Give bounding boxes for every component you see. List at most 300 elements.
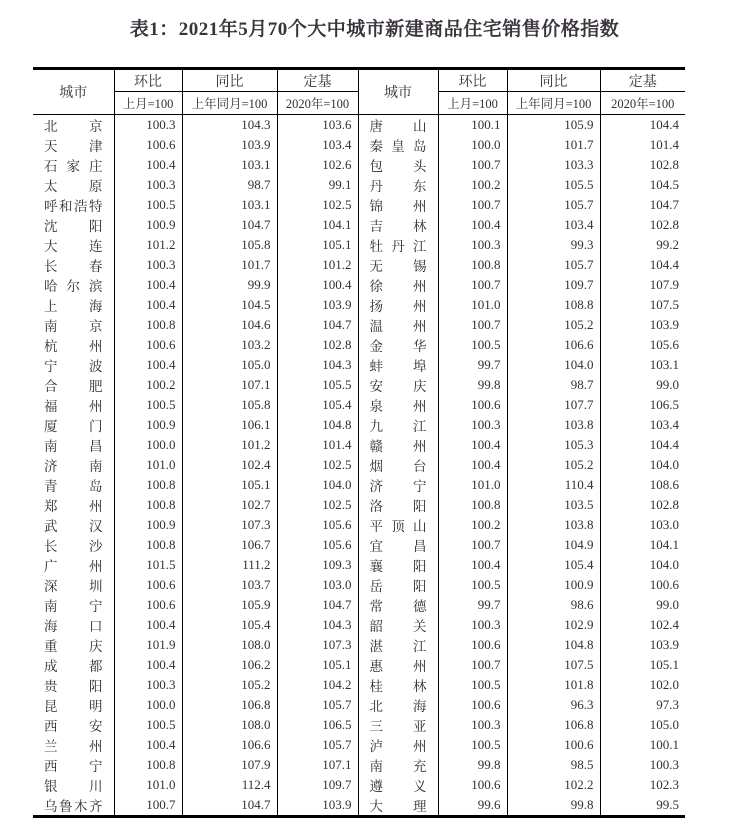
base-index-value: 104.8 <box>277 415 358 435</box>
base-index-value: 105.0 <box>649 717 679 732</box>
mom-index-value: 100.9 <box>114 215 182 235</box>
table-row <box>33 375 685 395</box>
table-row <box>33 315 685 335</box>
mom-index-value: 100.4 <box>438 215 507 235</box>
mom-index-value: 100.5 <box>114 195 182 215</box>
base-index-value: 103.9 <box>649 637 679 652</box>
mom-index-value: 100.5 <box>114 715 182 735</box>
yoy-index-value: 105.5 <box>507 175 600 195</box>
base-index-value: 103.0 <box>277 575 358 595</box>
base-index-value: 104.5 <box>649 177 679 192</box>
mom-index-value: 100.6 <box>114 135 182 155</box>
table-row <box>33 155 685 175</box>
mom-index-value: 100.4 <box>438 555 507 575</box>
subheader-yoy-right: 上年同月=100 <box>507 92 600 115</box>
base-index-value: 100.4 <box>277 275 358 295</box>
base-index-value: 104.2 <box>277 675 358 695</box>
yoy-index-value: 103.2 <box>182 335 277 355</box>
mom-index-value: 100.9 <box>114 515 182 535</box>
yoy-index-value: 105.8 <box>182 235 277 255</box>
mom-index-value: 100.4 <box>114 155 182 175</box>
table-row <box>33 735 685 755</box>
yoy-index-value: 106.1 <box>182 415 277 435</box>
city-name: 西 宁 <box>33 755 114 775</box>
yoy-index-value: 102.7 <box>182 495 277 515</box>
mom-index-value: 101.5 <box>114 555 182 575</box>
mom-index-value: 100.4 <box>438 435 507 455</box>
table-row <box>33 695 685 715</box>
yoy-index-value: 105.2 <box>507 455 600 475</box>
subheader-base-right: 2020年=100 <box>600 92 685 115</box>
mom-index-value: 100.0 <box>438 135 507 155</box>
base-index-value: 102.8 <box>649 157 679 172</box>
yoy-index-value: 96.3 <box>507 695 600 715</box>
base-index-value: 103.9 <box>277 295 358 315</box>
yoy-index-value: 107.9 <box>182 755 277 775</box>
city-name: 银 川 <box>33 775 114 795</box>
table-row <box>33 335 685 355</box>
yoy-index-value: 106.7 <box>182 535 277 555</box>
yoy-index-value: 100.9 <box>507 575 600 595</box>
city-name: 温 州 <box>358 315 438 335</box>
mom-index-value: 100.6 <box>114 595 182 615</box>
base-index-value: 104.7 <box>277 595 358 615</box>
table-row <box>33 395 685 415</box>
city-name: 丹 东 <box>358 175 438 195</box>
table-row <box>33 595 685 615</box>
mom-index-value: 100.8 <box>438 495 507 515</box>
base-index-value: 105.6 <box>277 535 358 555</box>
yoy-index-value: 105.8 <box>182 395 277 415</box>
yoy-index-value: 102.2 <box>507 775 600 795</box>
city-name: 贵 阳 <box>33 675 114 695</box>
subheader-yoy-left: 上年同月=100 <box>182 92 277 115</box>
city-name: 南 京 <box>33 315 114 335</box>
table-row <box>33 615 685 635</box>
city-name: 武 汉 <box>33 515 114 535</box>
mom-index-value: 100.8 <box>114 475 182 495</box>
yoy-index-value: 104.6 <box>182 315 277 335</box>
table-row <box>33 635 685 655</box>
yoy-index-value: 99.9 <box>182 275 277 295</box>
yoy-index-value: 112.4 <box>182 775 277 795</box>
yoy-index-value: 105.9 <box>507 115 600 136</box>
table-row <box>33 775 685 795</box>
base-index-value: 99.1 <box>277 175 358 195</box>
city-name: 襄 阳 <box>358 555 438 575</box>
base-index-value: 102.0 <box>649 677 679 692</box>
header-mom-left: 环比 <box>114 69 182 92</box>
mom-index-value: 99.8 <box>438 375 507 395</box>
city-name: 宁 波 <box>33 355 114 375</box>
header-base-right: 定基 <box>600 69 685 92</box>
city-name: 天 津 <box>33 135 114 155</box>
yoy-index-value: 99.8 <box>507 795 600 817</box>
yoy-index-value: 107.5 <box>507 655 600 675</box>
city-name: 昆 明 <box>33 695 114 715</box>
city-name: 乌 鲁 木 齐 <box>33 795 114 817</box>
yoy-index-value: 105.2 <box>182 675 277 695</box>
subheader-base-left: 2020年=100 <box>277 92 358 115</box>
mom-index-value: 100.6 <box>438 635 507 655</box>
mom-index-value: 100.8 <box>114 535 182 555</box>
base-index-value: 104.0 <box>277 475 358 495</box>
base-index-value: 105.7 <box>277 695 358 715</box>
mom-index-value: 100.8 <box>114 315 182 335</box>
yoy-index-value: 102.9 <box>507 615 600 635</box>
mom-index-value: 100.7 <box>438 535 507 555</box>
mom-index-value: 100.6 <box>114 575 182 595</box>
mom-index-value: 100.7 <box>438 315 507 335</box>
base-index-value: 102.5 <box>277 195 358 215</box>
yoy-index-value: 99.3 <box>507 235 600 255</box>
yoy-index-value: 104.5 <box>182 295 277 315</box>
mom-index-value: 100.3 <box>114 675 182 695</box>
base-index-value: 107.9 <box>649 277 679 292</box>
base-index-value: 103.4 <box>277 135 358 155</box>
base-index-value: 106.5 <box>649 397 679 412</box>
table-row <box>33 475 685 495</box>
city-name: 秦 皇 岛 <box>358 135 438 155</box>
base-index-value: 100.1 <box>649 737 679 752</box>
header-city-left: 城市 <box>33 69 114 115</box>
mom-index-value: 100.3 <box>114 175 182 195</box>
mom-index-value: 101.9 <box>114 635 182 655</box>
base-index-value: 97.3 <box>656 697 679 712</box>
mom-index-value: 100.6 <box>438 395 507 415</box>
table-row <box>33 455 685 475</box>
table-row <box>33 535 685 555</box>
city-name: 合 肥 <box>33 375 114 395</box>
yoy-index-value: 104.8 <box>507 635 600 655</box>
table-row <box>33 175 685 195</box>
table-header <box>33 69 685 115</box>
yoy-index-value: 108.8 <box>507 295 600 315</box>
city-name: 杭 州 <box>33 335 114 355</box>
base-index-value: 102.8 <box>649 217 679 232</box>
base-index-value: 104.0 <box>649 557 679 572</box>
table-row <box>33 715 685 735</box>
city-name: 牡 丹 江 <box>358 235 438 255</box>
yoy-index-value: 98.7 <box>182 175 277 195</box>
subheader-mom-left: 上月=100 <box>114 92 182 115</box>
city-name: 吉 林 <box>358 215 438 235</box>
base-index-value: 107.1 <box>277 755 358 775</box>
city-name: 湛 江 <box>358 635 438 655</box>
base-index-value: 105.5 <box>277 375 358 395</box>
mom-index-value: 100.4 <box>114 355 182 375</box>
city-name: 扬 州 <box>358 295 438 315</box>
mom-index-value: 100.9 <box>114 415 182 435</box>
yoy-index-value: 109.7 <box>507 275 600 295</box>
base-index-value: 104.7 <box>649 197 679 212</box>
mom-index-value: 100.7 <box>438 275 507 295</box>
yoy-index-value: 105.7 <box>507 255 600 275</box>
city-name: 青 岛 <box>33 475 114 495</box>
mom-index-value: 100.3 <box>438 715 507 735</box>
city-name: 韶 关 <box>358 615 438 635</box>
table-title: 表1：2021年5月70个大中城市新建商品住宅销售价格指数 <box>129 19 620 40</box>
city-name: 大 连 <box>33 235 114 255</box>
mom-index-value: 101.0 <box>114 775 182 795</box>
header-city-right: 城市 <box>358 69 438 115</box>
base-index-value: 104.1 <box>649 537 679 552</box>
table-body <box>33 115 685 817</box>
city-name: 常 德 <box>358 595 438 615</box>
yoy-index-value: 104.3 <box>182 115 277 136</box>
city-name: 宜 昌 <box>358 535 438 555</box>
base-index-value: 103.1 <box>649 357 679 372</box>
city-name: 广 州 <box>33 555 114 575</box>
table-row <box>33 295 685 315</box>
city-name: 锦 州 <box>358 195 438 215</box>
city-name: 泉 州 <box>358 395 438 415</box>
mom-index-value: 101.0 <box>438 475 507 495</box>
city-name: 重 庆 <box>33 635 114 655</box>
base-index-value: 99.2 <box>656 237 679 252</box>
mom-index-value: 100.2 <box>438 175 507 195</box>
yoy-index-value: 106.8 <box>182 695 277 715</box>
subheader-mom-right: 上月=100 <box>438 92 507 115</box>
base-index-value: 101.2 <box>277 255 358 275</box>
yoy-index-value: 101.8 <box>507 675 600 695</box>
city-name: 安 庆 <box>358 375 438 395</box>
city-name: 郑 州 <box>33 495 114 515</box>
yoy-index-value: 104.0 <box>507 355 600 375</box>
city-name: 呼 和 浩 特 <box>33 195 114 215</box>
yoy-index-value: 104.7 <box>182 215 277 235</box>
city-name: 上 海 <box>33 295 114 315</box>
page <box>0 16 749 814</box>
mom-index-value: 99.6 <box>438 795 507 817</box>
table-row <box>33 435 685 455</box>
city-name: 长 春 <box>33 255 114 275</box>
mom-index-value: 100.2 <box>438 515 507 535</box>
base-index-value: 105.7 <box>277 735 358 755</box>
mom-index-value: 100.1 <box>438 115 507 136</box>
city-name: 遵 义 <box>358 775 438 795</box>
table-row <box>33 255 685 275</box>
yoy-index-value: 98.6 <box>507 595 600 615</box>
city-name: 西 安 <box>33 715 114 735</box>
base-index-value: 104.4 <box>649 117 679 132</box>
city-name: 福 州 <box>33 395 114 415</box>
yoy-index-value: 105.7 <box>507 195 600 215</box>
mom-index-value: 100.0 <box>114 435 182 455</box>
yoy-index-value: 106.2 <box>182 655 277 675</box>
mom-index-value: 100.3 <box>438 415 507 435</box>
base-index-value: 103.4 <box>649 417 679 432</box>
city-name: 包 头 <box>358 155 438 175</box>
city-name: 唐 山 <box>358 115 438 136</box>
city-name: 深 圳 <box>33 575 114 595</box>
base-index-value: 104.4 <box>649 257 679 272</box>
table-row <box>33 235 685 255</box>
mom-index-value: 101.2 <box>114 235 182 255</box>
mom-index-value: 100.7 <box>114 795 182 817</box>
yoy-index-value: 107.3 <box>182 515 277 535</box>
yoy-index-value: 105.4 <box>182 615 277 635</box>
city-name: 成 都 <box>33 655 114 675</box>
table-row <box>33 415 685 435</box>
city-name: 南 充 <box>358 755 438 775</box>
mom-index-value: 100.6 <box>438 775 507 795</box>
city-name: 南 昌 <box>33 435 114 455</box>
yoy-index-value: 106.6 <box>507 335 600 355</box>
yoy-index-value: 105.0 <box>182 355 277 375</box>
city-name: 桂 林 <box>358 675 438 695</box>
base-index-value: 109.3 <box>277 555 358 575</box>
city-name: 平 顶 山 <box>358 515 438 535</box>
city-name: 厦 门 <box>33 415 114 435</box>
base-index-value: 104.0 <box>649 457 679 472</box>
city-name: 蚌 埠 <box>358 355 438 375</box>
base-index-value: 105.6 <box>277 515 358 535</box>
table-row <box>33 215 685 235</box>
price-index-table <box>33 67 685 818</box>
city-name: 沈 阳 <box>33 215 114 235</box>
base-index-value: 99.0 <box>656 597 679 612</box>
city-name: 北 海 <box>358 695 438 715</box>
mom-index-value: 100.3 <box>114 255 182 275</box>
yoy-index-value: 100.6 <box>507 735 600 755</box>
mom-index-value: 100.2 <box>114 375 182 395</box>
city-name: 洛 阳 <box>358 495 438 515</box>
table-row <box>33 135 685 155</box>
base-index-value: 103.6 <box>277 115 358 136</box>
yoy-index-value: 101.7 <box>182 255 277 275</box>
city-name: 无 锡 <box>358 255 438 275</box>
yoy-index-value: 105.9 <box>182 595 277 615</box>
yoy-index-value: 101.7 <box>507 135 600 155</box>
mom-index-value: 100.8 <box>438 255 507 275</box>
base-index-value: 108.6 <box>649 477 679 492</box>
yoy-index-value: 104.9 <box>507 535 600 555</box>
base-index-value: 104.1 <box>277 215 358 235</box>
yoy-index-value: 103.8 <box>507 515 600 535</box>
base-index-value: 102.4 <box>649 617 679 632</box>
base-index-value: 105.1 <box>277 655 358 675</box>
mom-index-value: 100.8 <box>114 495 182 515</box>
yoy-index-value: 111.2 <box>182 555 277 575</box>
yoy-index-value: 103.5 <box>507 495 600 515</box>
base-index-value: 107.3 <box>277 635 358 655</box>
city-name: 九 江 <box>358 415 438 435</box>
base-index-value: 106.5 <box>277 715 358 735</box>
base-index-value: 101.4 <box>277 435 358 455</box>
mom-index-value: 100.3 <box>114 115 182 136</box>
city-name: 岳 阳 <box>358 575 438 595</box>
mom-index-value: 100.7 <box>438 195 507 215</box>
yoy-index-value: 98.5 <box>507 755 600 775</box>
mom-index-value: 100.8 <box>114 755 182 775</box>
mom-index-value: 101.0 <box>438 295 507 315</box>
yoy-index-value: 106.6 <box>182 735 277 755</box>
city-name: 徐 州 <box>358 275 438 295</box>
mom-index-value: 100.7 <box>438 655 507 675</box>
header-yoy-left: 同比 <box>182 69 277 92</box>
table-row <box>33 675 685 695</box>
base-index-value: 104.3 <box>277 615 358 635</box>
yoy-index-value: 105.4 <box>507 555 600 575</box>
mom-index-value: 100.4 <box>114 275 182 295</box>
mom-index-value: 100.6 <box>114 335 182 355</box>
yoy-index-value: 110.4 <box>507 475 600 495</box>
base-index-value: 105.1 <box>649 657 679 672</box>
yoy-index-value: 108.0 <box>182 635 277 655</box>
base-index-value: 109.7 <box>277 775 358 795</box>
city-name: 北 京 <box>33 115 114 136</box>
yoy-index-value: 104.7 <box>182 795 277 817</box>
base-index-value: 100.6 <box>649 577 679 592</box>
mom-index-value: 100.3 <box>438 235 507 255</box>
yoy-index-value: 105.3 <box>507 435 600 455</box>
yoy-index-value: 105.2 <box>507 315 600 335</box>
yoy-index-value: 108.0 <box>182 715 277 735</box>
base-index-value: 104.7 <box>277 315 358 335</box>
mom-index-value: 100.4 <box>114 655 182 675</box>
yoy-index-value: 103.1 <box>182 195 277 215</box>
table-row <box>33 115 685 136</box>
yoy-index-value: 106.8 <box>507 715 600 735</box>
mom-index-value: 100.5 <box>438 575 507 595</box>
city-name: 大 理 <box>358 795 438 817</box>
base-index-value: 103.9 <box>277 795 358 817</box>
yoy-index-value: 105.1 <box>182 475 277 495</box>
city-name: 泸 州 <box>358 735 438 755</box>
table-row <box>33 575 685 595</box>
mom-index-value: 99.7 <box>438 595 507 615</box>
city-name: 太 原 <box>33 175 114 195</box>
city-name: 海 口 <box>33 615 114 635</box>
mom-index-value: 100.6 <box>438 695 507 715</box>
yoy-index-value: 107.1 <box>182 375 277 395</box>
base-index-value: 102.3 <box>649 777 679 792</box>
yoy-index-value: 103.3 <box>507 155 600 175</box>
header-base-left: 定基 <box>277 69 358 92</box>
table-row <box>33 195 685 215</box>
city-name: 南 宁 <box>33 595 114 615</box>
base-index-value: 104.4 <box>649 437 679 452</box>
mom-index-value: 100.4 <box>438 455 507 475</box>
table-row <box>33 495 685 515</box>
base-index-value: 102.5 <box>277 495 358 515</box>
base-index-value: 105.4 <box>277 395 358 415</box>
base-index-value: 105.1 <box>277 235 358 255</box>
city-name: 金 华 <box>358 335 438 355</box>
base-index-value: 103.9 <box>649 317 679 332</box>
mom-index-value: 100.5 <box>438 735 507 755</box>
base-index-value: 104.3 <box>277 355 358 375</box>
yoy-index-value: 103.1 <box>182 155 277 175</box>
yoy-index-value: 103.8 <box>507 415 600 435</box>
mom-index-value: 100.4 <box>114 295 182 315</box>
table-row <box>33 795 685 817</box>
base-index-value: 102.8 <box>649 497 679 512</box>
city-name: 惠 州 <box>358 655 438 675</box>
yoy-index-value: 103.4 <box>507 215 600 235</box>
mom-index-value: 100.7 <box>438 155 507 175</box>
table-row <box>33 755 685 775</box>
mom-index-value: 100.3 <box>438 615 507 635</box>
table-row <box>33 515 685 535</box>
base-index-value: 105.6 <box>649 337 679 352</box>
table-row <box>33 655 685 675</box>
mom-index-value: 100.4 <box>114 735 182 755</box>
mom-index-value: 100.5 <box>438 335 507 355</box>
table-row <box>33 275 685 295</box>
base-index-value: 102.8 <box>277 335 358 355</box>
